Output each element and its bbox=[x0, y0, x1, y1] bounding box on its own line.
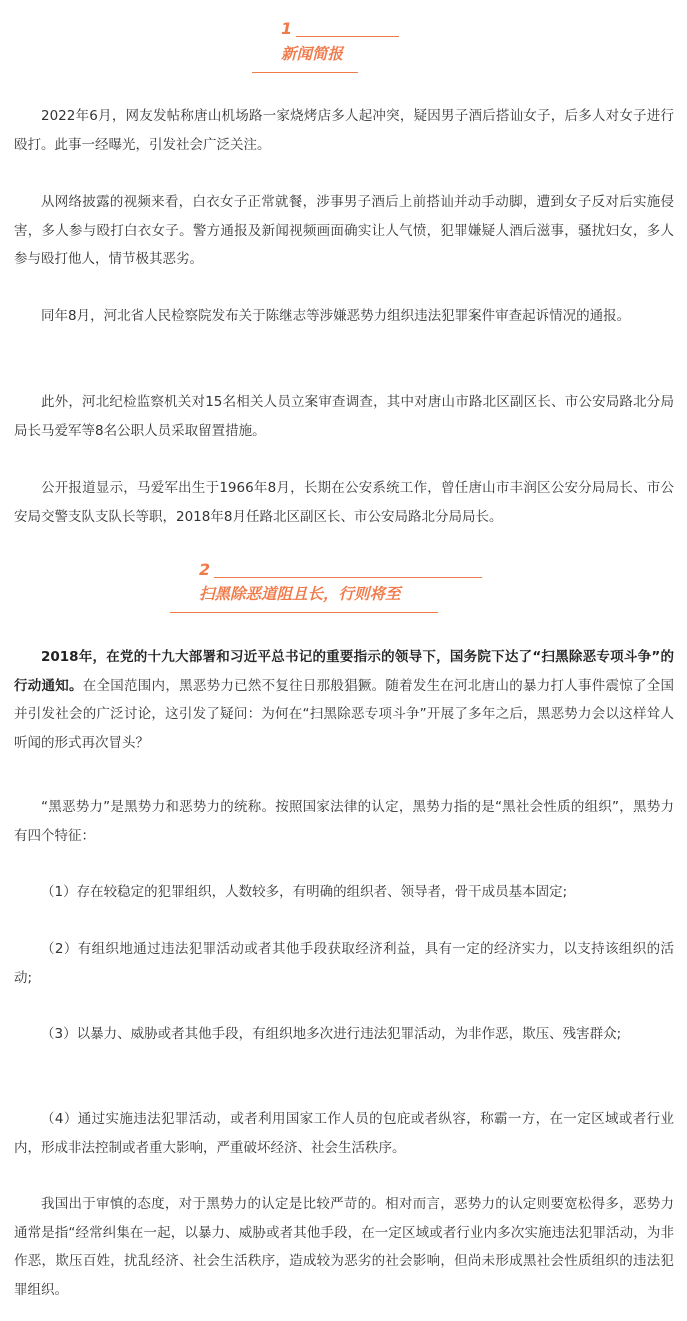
intro-bold-text: 2018年，在党的十九大部署和习近平总书记的重要指示的领导下，国务院下达了“扫黑除恶专项斗争”的行动通知。 bbox=[14, 649, 674, 694]
section-number: 2 bbox=[199, 560, 211, 579]
list-item: （2）有组织地通过违法犯罪活动或者其他手段获取经济利益，具有一定的经济实力，以支持该组织的活动; bbox=[14, 941, 674, 986]
paragraph: 从网络披露的视频来看，白衣女子正常就餐，涉事男子酒后上前搭讪并动手动脚，遭到女子反对后实施侵害，多人参与殴打白衣女子。警方通报及新闻视频画面确实让人气愤，犯罪嫌疑人酒后滋事，骚扰妇女，多人参与殴打他人，情节极其恶劣。 bbox=[14, 194, 674, 267]
paragraph: “黑恶势力”是黑势力和恶势力的统称。按照国家法律的认定，黑势力指的是“黑社会性质的组织”，黑势力有四个特征： bbox=[14, 799, 674, 844]
section-title-underline bbox=[252, 72, 358, 73]
paragraph: 同年8月，河北省人民检察院发布关于陈继志等涉嫌恶势力组织违法犯罪案件审查起诉情况的通报。 bbox=[41, 308, 631, 324]
list-item: （1）存在较稳定的犯罪组织，人数较多，有明确的组织者、领导者，骨干成员基本固定; bbox=[41, 884, 568, 900]
section-title-underline bbox=[170, 612, 438, 613]
section-number: 1 bbox=[281, 19, 293, 38]
intro-rest-text: 在全国范围内，黑恶势力已然不复往日那般猖獗。随着发生在河北唐山的暴力打人事件震惊了全国并引发社会的广泛讨论，这引发了疑问：为何在“扫黑除恶专项斗争”开展了多年之后，黑恶势力会以这样耸人听闻的形式再次冒头？ bbox=[14, 677, 675, 751]
section-title: 扫黑除恶道阻且长，行则将至 bbox=[199, 585, 401, 603]
intro-paragraph bbox=[14, 643, 674, 757]
section-title: 新闻简报 bbox=[281, 45, 344, 63]
paragraph: 我国出于审慎的态度，对于黑势力的认定是比较严苛的。相对而言，恶势力的认定则要宽松得多，恶势力通常是指“经常纠集在一起，以暴力、威胁或者其他手段，在一定区域或者行业内多次实施违法犯罪活动，为非作恶，欺压百姓，扰乱经济、社会生活秩序，造成较为恶劣的社会影响，但尚未形成黑社会性质组织的违法犯罪组织。 bbox=[14, 1196, 674, 1298]
section-number-underline bbox=[296, 36, 399, 37]
list-item: （4）通过实施违法犯罪活动，或者利用国家工作人员的包庇或者纵容，称霸一方，在一定区域或者行业内，形成非法控制或者重大影响，严重破坏经济、社会生活秩序。 bbox=[14, 1111, 674, 1156]
section-number-underline bbox=[214, 577, 482, 578]
list-item: （3）以暴力、威胁或者其他手段，有组织地多次进行违法犯罪活动，为非作恶，欺压、残害群众; bbox=[41, 1026, 622, 1042]
paragraph: 公开报道显示，马爱军出生于1966年8月，长期在公安系统工作，曾任唐山市丰润区公安分局局长、市公安局交警支队支队长等职，2018年8月任路北区副区长、市公安局路北分局局长。 bbox=[14, 480, 674, 525]
paragraph: 此外，河北纪检监察机关对15名相关人员立案审查调查，其中对唐山市路北区副区长、市公安局路北分局局长马爱军等8名公职人员采取留置措施。 bbox=[14, 394, 674, 439]
paragraph: 2022年6月，网友发帖称唐山机场路一家烧烤店多人起冲突，疑因男子酒后搭讪女子，后多人对女子进行殴打。此事一经曝光，引发社会广泛关注。 bbox=[14, 108, 674, 153]
